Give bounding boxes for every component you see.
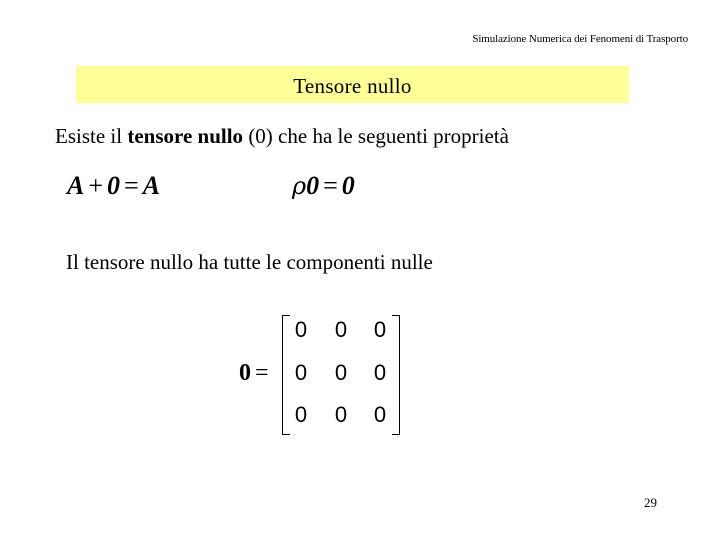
eq2-zero: 0	[306, 171, 320, 200]
intro-prefix: Esiste il	[55, 124, 128, 148]
eq2-rhs-zero: 0	[341, 171, 355, 200]
matrix-right-bracket	[392, 315, 400, 435]
eq1-lhs-var: A	[67, 171, 85, 200]
equation-additive-identity	[67, 171, 160, 201]
matrix-lhs-zero: 0	[239, 360, 251, 386]
eq2-rho: ρ	[292, 172, 307, 200]
eq1-equals: =	[124, 171, 139, 200]
matrix-cell: 0	[294, 360, 308, 385]
intro-bold-term: tensore nullo	[127, 124, 244, 148]
matrix-cell: 0	[294, 402, 308, 427]
matrix-cell: 0	[373, 317, 387, 342]
matrix-lhs	[239, 360, 273, 387]
statement-text: Il tensore nullo ha tutte le componenti nulle	[66, 250, 433, 274]
intro-text	[55, 124, 509, 149]
matrix-cell: 0	[334, 317, 348, 342]
zero-matrix	[282, 315, 400, 435]
matrix-cell: 0	[294, 317, 308, 342]
title-band	[76, 66, 629, 103]
matrix-lhs-equals: =	[255, 360, 269, 386]
page-number: 29	[644, 495, 657, 510]
matrix-cell: 0	[334, 360, 348, 385]
matrix-cell: 0	[334, 402, 348, 427]
eq1-plus: +	[88, 171, 104, 200]
intro-suffix: (0) che ha le seguenti proprietà	[243, 124, 509, 148]
slide-header: Simulazione Numerica dei Fenomeni di Trasporto	[472, 33, 688, 45]
matrix-cell: 0	[373, 402, 387, 427]
matrix-cell: 0	[373, 360, 387, 385]
slide-title: Tensore nullo	[293, 74, 412, 98]
eq1-zero: 0	[107, 171, 121, 200]
eq1-rhs-var: A	[142, 171, 161, 200]
equation-scalar-product	[292, 171, 355, 201]
eq2-equals: =	[323, 171, 338, 200]
